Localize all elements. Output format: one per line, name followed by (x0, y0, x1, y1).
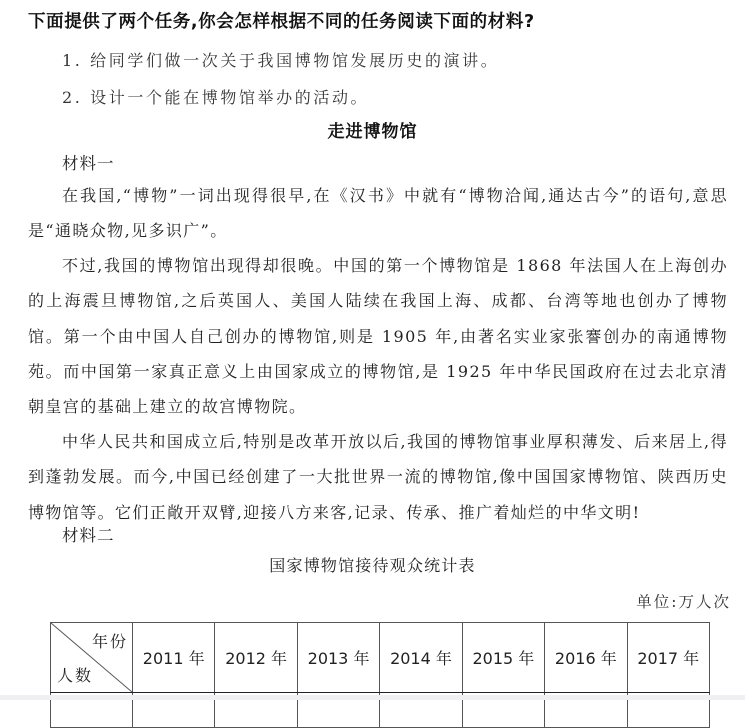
document-title: 走进博物馆 (327, 122, 418, 142)
column-header-2015: 2015 年 (462, 623, 544, 693)
table-unit: 单位:万人次 (636, 593, 731, 611)
task-item-1: 1. 给同学们做一次关于我国博物馆发展历史的演讲。 (62, 51, 500, 70)
paragraph-3: 中华人民共和国成立后,特别是改革开放以后,我国的博物馆事业厚积薄发、后来居上,得到蓬勃发展。而今,中国已经创建了一大批世界一流的博物馆,像中国国家博物馆、陕西历史博物馆等。它们正敞开双臂,迎接八方来客,记录、传承、推广着灿烂的中华文明! (28, 432, 728, 522)
column-header-2014: 2014 年 (380, 623, 462, 693)
column-header-2012: 2012 年 (215, 623, 297, 693)
column-header-2011: 2011 年 (133, 623, 215, 693)
diagonal-header-cell (51, 623, 133, 693)
material-two-label: 材料二 (62, 526, 115, 545)
column-header-2017: 2017 年 (627, 623, 709, 693)
material-one-label: 材料一 (62, 154, 115, 173)
header-year-label: 年份 (91, 632, 128, 651)
header-count-label: 人数 (57, 666, 94, 685)
paragraph-2: 不过,我国的博物馆出现得却很晚。中国的第一个博物馆是 1868 年法国人在上海创办的上海震旦博物馆,之后英国人、美国人陆续在我国上海、成都、台湾等地也创办了博物馆。第一个由中国人自己创办的博物馆,则是 1905 年,由著名实业家张謇创办的南通博物苑。而中国第一家真正意义上由国家成立的博物馆,是 1925 年中华民国政府在过去北京清朝皇宫的基础上建立的故宫博物院。 (28, 256, 728, 417)
column-header-2013: 2013 年 (297, 623, 379, 693)
column-header-2016: 2016 年 (545, 623, 627, 693)
visitor-stats-table (50, 622, 710, 728)
bottom-edge-bar (0, 695, 745, 700)
table-header-row (51, 623, 710, 693)
task-question: 下面提供了两个任务,你会怎样根据不同的任务阅读下面的材料? (28, 12, 535, 32)
table-title: 国家博物馆接待观众统计表 (269, 556, 476, 575)
task-item-2: 2. 设计一个能在博物馆举办的活动。 (62, 88, 370, 107)
paragraph-1: 在我国,“博物”一词出现得很早,在《汉书》中就有“博物洽闻,通达古今”的语句,意思是“通晓众物,见多识广”。 (28, 186, 728, 241)
